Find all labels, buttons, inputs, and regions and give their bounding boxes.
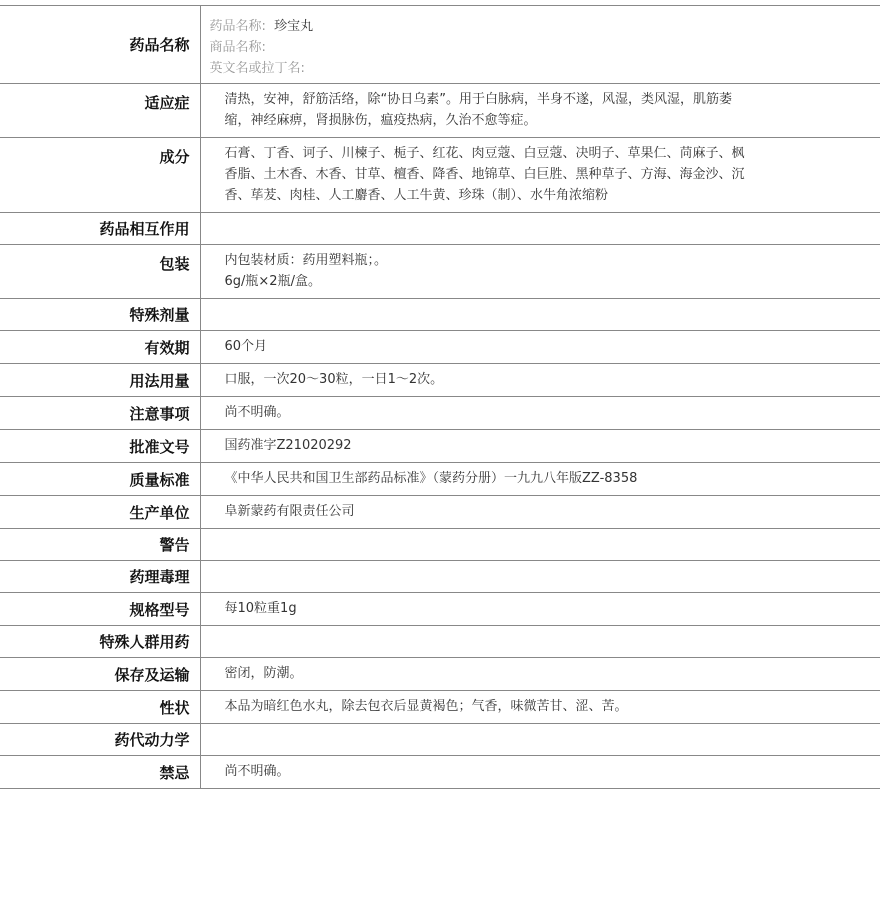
generic-name-label: 药品名称: [209,18,266,34]
ingredients-line-3: 香、荜茇、肉桂、人工麝香、人工牛黄、珍珠（制）、水牛角浓缩粉 [224,188,609,203]
contraindications-value: 尚不明确。 [200,756,880,789]
toxicology-value [200,561,880,593]
label-spec: 规格型号 [0,593,200,626]
approval-value: 国药准字Z21020292 [200,430,880,463]
precautions-value: 尚不明确。 [200,397,880,430]
row-name [0,6,880,84]
ingredients-line-1: 石膏、丁香、诃子、川楝子、栀子、红花、肉豆蔻、白豆蔻、决明子、草果仁、苘麻子、枫 [224,146,745,161]
label-usage: 用法用量 [0,364,200,397]
storage-value: 密闭，防潮。 [200,658,880,691]
label-contraindications: 禁忌 [0,756,200,789]
ingredients-value [200,138,880,213]
row-warning [0,529,880,561]
row-toxicology [0,561,880,593]
label-approval: 批准文号 [0,430,200,463]
row-standard [0,463,880,496]
generic-name-value: 珍宝丸 [274,18,314,34]
usage-value: 口服，一次20～30粒，一日1～2次。 [200,364,880,397]
label-precautions: 注意事项 [0,397,200,430]
label-name: 药品名称 [0,6,200,84]
label-interaction: 药品相互作用 [0,213,200,245]
row-properties [0,691,880,724]
row-ingredients [0,138,880,213]
ingredients-line-2: 香脂、土木香、木香、甘草、檀香、降香、地锦草、白巨胜、黑种草子、方海、海金沙、沉 [224,167,745,182]
row-manufacturer [0,496,880,529]
pharmacokinetics-value [200,724,880,756]
row-precautions [0,397,880,430]
indication-line-1: 清热，安神，舒筋活络，除“协日乌素”。用于白脉病，半身不遂，风湿，类风湿，肌筋萎 [224,92,732,107]
packaging-line-1: 内包装材质：药用塑料瓶；。 [224,253,388,268]
interaction-value [200,213,880,245]
properties-value: 本品为暗红色水丸，除去包衣后显黄褐色；气香，味微苦甘、涩、苦。 [200,691,880,724]
label-special-dosage: 特殊剂量 [0,299,200,331]
indication-line-2: 缩，神经麻痹，肾损脉伤，瘟疫热病，久治不愈等症。 [224,113,537,128]
row-special-dosage [0,299,880,331]
label-warning: 警告 [0,529,200,561]
label-pharmacokinetics: 药代动力学 [0,724,200,756]
row-pharmacokinetics [0,724,880,756]
english-name-label: 英文名或拉丁名: [209,60,305,76]
row-approval [0,430,880,463]
row-spec [0,593,880,626]
row-contraindications [0,756,880,789]
spec-value: 每10粒重1g [200,593,880,626]
manufacturer-value: 阜新蒙药有限责任公司 [200,496,880,529]
label-packaging: 包装 [0,245,200,299]
row-validity [0,331,880,364]
name-cell [200,6,880,84]
indication-value [200,84,880,138]
label-standard: 质量标准 [0,463,200,496]
drug-info-table [0,5,880,789]
label-properties: 性状 [0,691,200,724]
label-ingredients: 成分 [0,138,200,213]
special-groups-value [200,626,880,658]
label-validity: 有效期 [0,331,200,364]
row-storage [0,658,880,691]
row-indication [0,84,880,138]
label-toxicology: 药理毒理 [0,561,200,593]
packaging-line-2: 6g/瓶×2瓶/盒。 [224,274,321,289]
special-dosage-value [200,299,880,331]
warning-value [200,529,880,561]
label-manufacturer: 生产单位 [0,496,200,529]
label-indication: 适应症 [0,84,200,138]
row-interaction [0,213,880,245]
row-packaging [0,245,880,299]
trade-name-label: 商品名称: [209,39,266,55]
row-usage [0,364,880,397]
row-special-groups [0,626,880,658]
label-storage: 保存及运输 [0,658,200,691]
standard-value: 《中华人民共和国卫生部药品标准》（蒙药分册）一九九八年版ZZ-8358 [200,463,880,496]
label-special-groups: 特殊人群用药 [0,626,200,658]
packaging-value [200,245,880,299]
validity-value: 60个月 [200,331,880,364]
